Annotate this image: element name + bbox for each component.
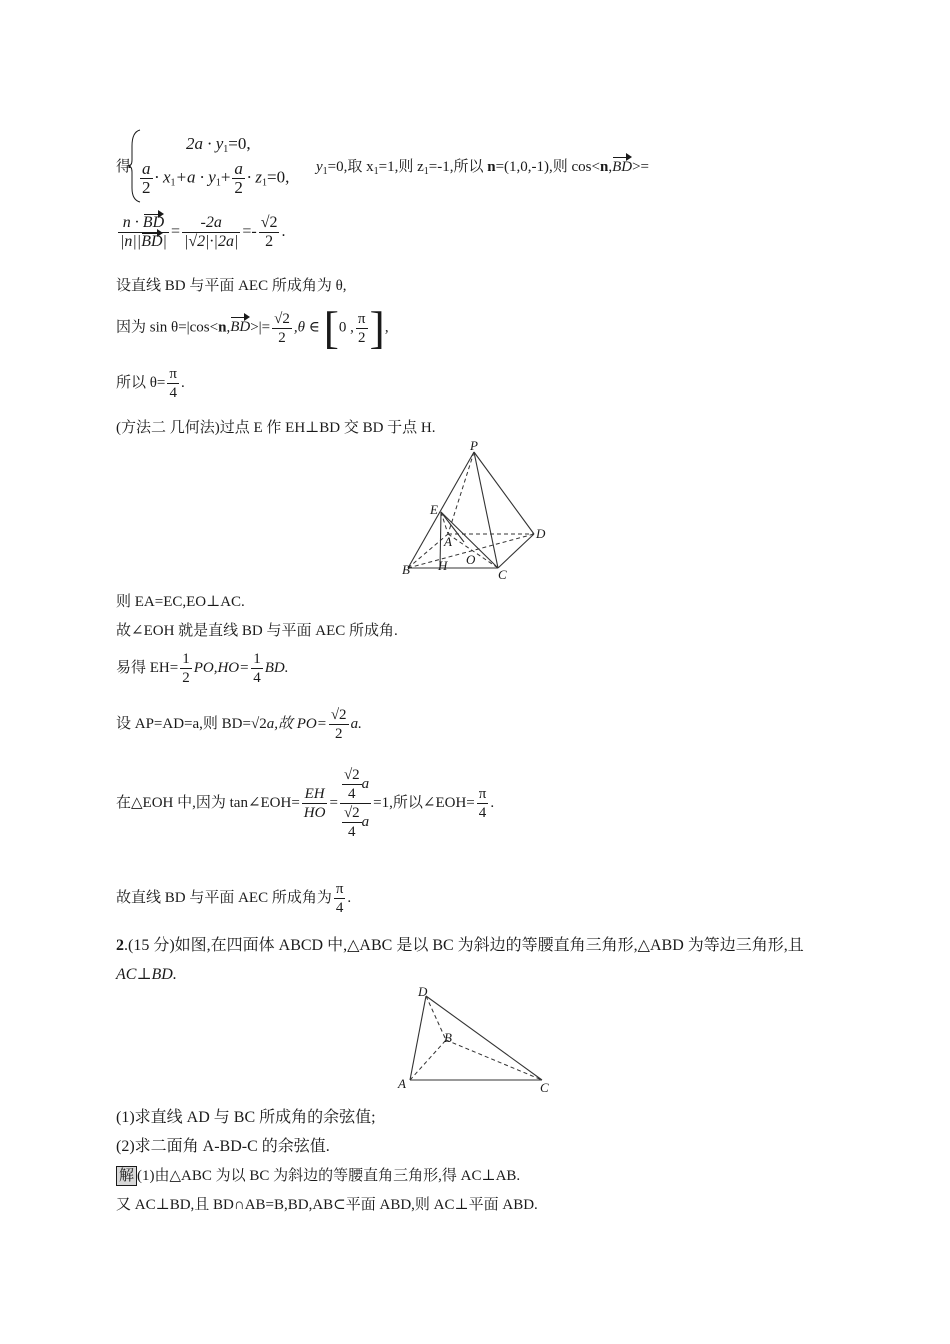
tetrahedron-figure — [396, 982, 556, 1094]
svg-text:D: D — [418, 984, 428, 999]
svg-text:B: B — [444, 1030, 452, 1045]
line-eoh-angle: 故∠EOH 就是直线 BD 与平面 AEC 所成角. — [116, 623, 398, 639]
svg-text:H: H — [438, 558, 448, 573]
cos-formula: $\frac{n \cdot BD}{|n||BD|}$ = $\frac{-2a}{|√2|\cdot|2a|}$ =- $\frac{√2}{2}$ . — [120, 214, 286, 250]
solution-line-2: 又 AC⊥BD,且 BD∩AB=B,BD,AB⊂平面 ABD,则 AC⊥平面 ABD. — [116, 1197, 538, 1213]
solution-line-1: 解 (1)由△ABC 为以 BC 为斜边的等腰直角三角形,得 AC⊥AB. — [116, 1166, 520, 1186]
pyramid-figure — [398, 438, 558, 580]
question-2-part-1: (1)求直线 AD 与 BC 所成角的余弦值; — [116, 1109, 376, 1126]
line-tan-eoh: 在△EOH 中,因为 tan∠EOH= $\frac{EH}{HO}$ = $\frac{√2}{4}$ a $\frac{√2}{4}$ a =1,所以∠EOH= $\frac{\pi}{4}$ . — [116, 767, 495, 840]
svg-text:E: E — [430, 502, 438, 517]
normal-vector-text: $y_1=0$,取 $x_1=1$,则 $z_1=-1$,所以 n=(1,0,-1),则 cos<n,BD>= — [316, 159, 649, 177]
line-sin-theta: 因为 sin θ=|cos<n,BD>|= $\frac{√2}{2}$ ,θ ∈ [0 , $\frac{\pi}{2}$ ], — [116, 302, 389, 353]
svg-text:C: C — [498, 567, 507, 580]
svg-text:O: O — [466, 552, 476, 567]
svg-text:A: A — [444, 534, 452, 549]
svg-text:D: D — [536, 526, 546, 541]
line-eh-ho: 易得 EH= $\frac{1}{2}$ PO,HO= $\frac{1}{4}$ BD. — [116, 651, 289, 686]
equation-1: $2a \cdot y_1=0$, — [186, 134, 251, 155]
line-ea-ec: 则 EA=EC,EO⊥AC. — [116, 594, 245, 610]
line-theta-value: 所以 θ= $\frac{\pi}{4}$ . — [116, 366, 185, 401]
solution-badge: 解 — [116, 1166, 137, 1186]
svg-text:A: A — [398, 1076, 406, 1091]
question-2-part-2: (2)求二面角 A-BD-C 的余弦值. — [116, 1138, 330, 1155]
line-final-angle: 故直线 BD 与平面 AEC 所成角为 $\frac{\pi}{4}$ . — [116, 881, 352, 916]
question-2: 2.(15 分)如图,在四面体 ABCD 中,△ABC 是以 BC 为斜边的等腰直角三角形,△ABD 为等边三角形,且 — [116, 937, 804, 954]
text-de: 得 — [116, 159, 132, 175]
method-two: (方法二 几何法)过点 E 作 EH⊥BD 交 BD 于点 H. — [116, 420, 436, 436]
equation-2: $\frac{a}{2}$ · $x_1+a \cdot y_1+$ $\frac{a}{2}$ · $z_1=0$, — [142, 159, 290, 197]
line-theta-def: 设直线 BD 与平面 AEC 所成角为 θ, — [116, 278, 347, 294]
svg-text:P: P — [470, 438, 478, 453]
svg-text:B: B — [402, 562, 410, 577]
svg-text:C: C — [540, 1080, 549, 1094]
question-2-cond: AC⊥BD. — [116, 966, 177, 983]
line-ap-ad: 设 AP=AD=a,则 BD=√2a,故 PO= $\frac{√2}{2}$ a. — [116, 707, 362, 742]
